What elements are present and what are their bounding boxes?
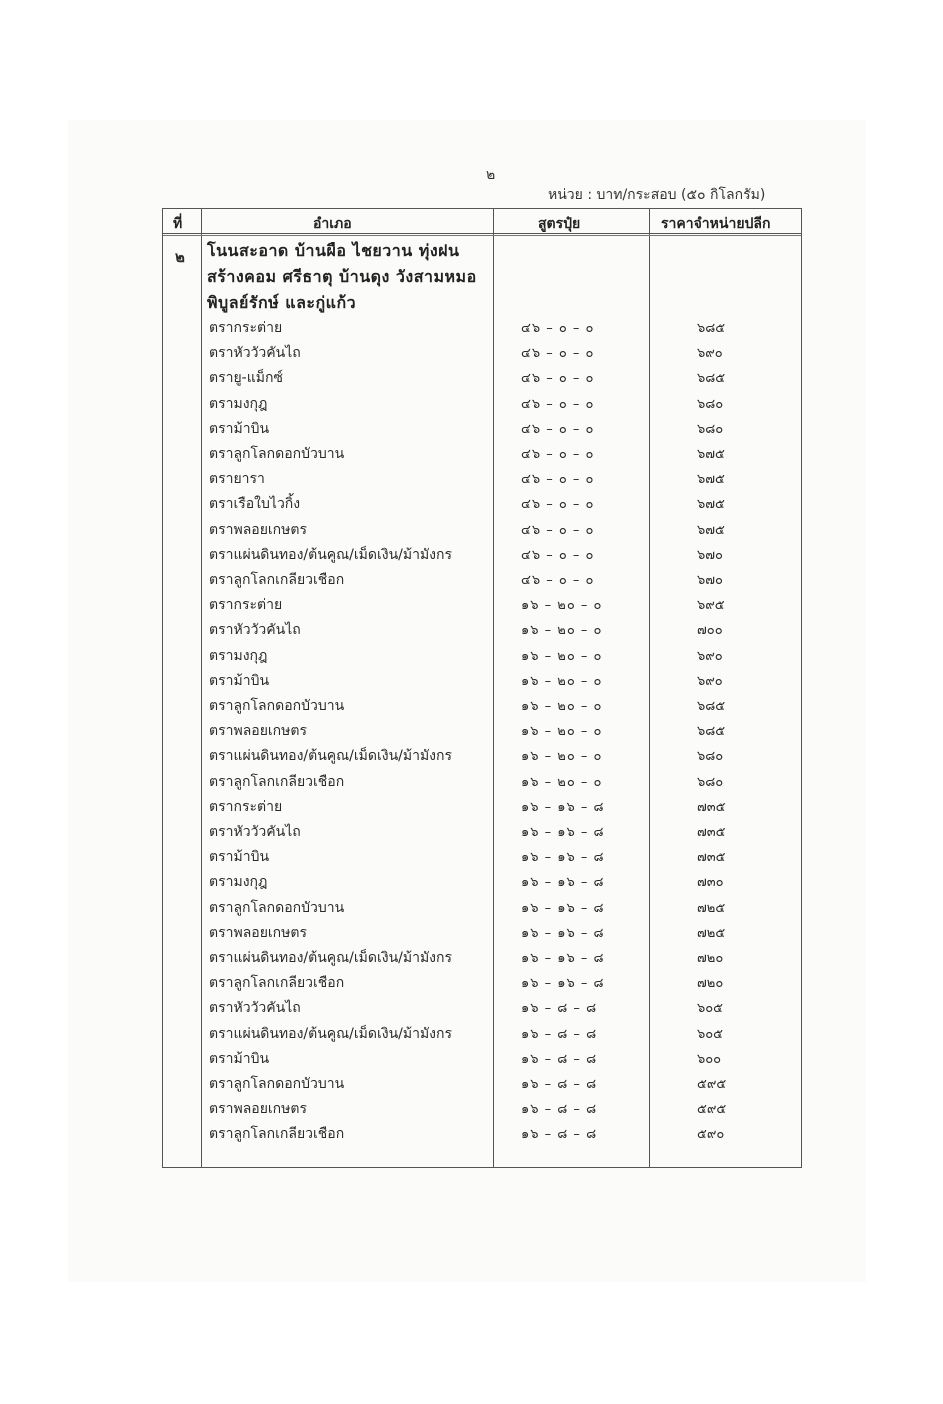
price-cell: ๕๙๐ [697,1127,725,1143]
formula-cell: ๑๖ – ๑๖ – ๘ [521,799,605,815]
brand-cell: ตรากระต่าย [209,320,283,336]
formula-cell: ๑๖ – ๑๖ – ๘ [521,850,605,866]
table-row [163,846,801,871]
unit-note: หน่วย : บาท/กระสอบ (๕๐ กิโลกรัม) [548,187,766,203]
header-district: อำเภอ [313,216,352,232]
district-line: สร้างคอม ศรีธาตุ บ้านดุง วังสามหมอ [207,267,477,286]
formula-cell: ๔๖ – ๐ – ๐ [521,547,595,563]
brand-cell: ตราหัววัวคันไถ [209,824,301,840]
brand-cell: ตราลูกโลกเกลียวเชือก [209,975,345,992]
table-row [163,897,801,922]
price-cell: ๖๘๐ [697,749,724,765]
price-cell: ๖๘๐ [697,774,724,790]
brand-cell: ตราลูกโลกเกลียวเชือก [209,773,345,790]
formula-cell: ๔๖ – ๐ – ๐ [521,371,595,387]
formula-cell: ๑๖ – ๒๐ – ๐ [521,774,603,790]
brand-cell: ตราหัววัวคันไถ [209,622,301,639]
price-cell: ๗๒๐ [697,976,724,992]
formula-cell: ๔๖ – ๐ – ๐ [521,421,595,437]
brand-cell: ตรามงกุฎ [209,647,268,664]
table-row [163,619,801,644]
district-line: พิบูลย์รักษ์ และกู่แก้ว [207,293,357,312]
formula-cell: ๔๖ – ๐ – ๐ [521,472,595,488]
price-cell: ๖๗๐ [697,573,723,588]
price-cell: ๗๓๐ [697,875,724,891]
formula-cell: ๔๖ – ๐ – ๐ [521,346,595,362]
table-row [163,670,801,695]
table-row [163,771,801,796]
formula-cell: ๔๖ – ๐ – ๐ [521,522,595,538]
formula-cell: ๑๖ – ๘ – ๘ [521,1077,598,1092]
formula-cell: ๑๖ – ๒๐ – ๐ [521,598,603,614]
brand-cell: ตราลูกโลกเกลียวเชือก [209,1126,345,1143]
page-number: ๒ [486,167,496,183]
brand-cell: ตราแผ่นดินทอง/ต้นคูณ/เม็ดเงิน/ม้ามังกร [209,748,453,765]
brand-cell: ตราแผ่นดินทอง/ต้นคูณ/เม็ดเงิน/ม้ามังกร [209,546,453,563]
price-cell: ๖๘๕ [697,724,726,740]
formula-cell: ๑๖ – ๘ – ๘ [521,1127,598,1143]
brand-cell: ตราพลอยเกษตร [209,723,307,740]
price-cell: ๕๙๕ [697,1077,727,1092]
table-row [163,796,801,821]
table-row [163,871,801,896]
brand-cell: ตราม้าบิน [209,1050,270,1067]
table-row [163,468,801,493]
price-cell: ๗๓๕ [697,825,726,840]
brand-cell: ตราหัววัวคันไถ [209,1000,301,1017]
table-row [163,745,801,770]
price-cell: ๖๘๕ [697,321,726,336]
brand-cell: ตรายารา [209,471,265,488]
formula-cell: ๑๖ – ๒๐ – ๐ [521,749,603,765]
formula-cell: ๑๖ – ๑๖ – ๘ [521,925,605,941]
price-cell: ๗๓๕ [697,850,726,866]
brand-cell: ตราม้าบิน [209,420,270,437]
formula-cell: ๔๖ – ๐ – ๐ [521,447,595,462]
brand-cell: ตรามงกุฎ [209,395,268,412]
price-cell: ๕๙๕ [697,1102,727,1118]
formula-cell: ๑๖ – ๑๖ – ๘ [521,976,605,992]
price-cell: ๖๙๐ [697,648,723,664]
brand-cell: ตราลูกโลกดอกบัวบาน [209,1076,345,1092]
district-line: โนนสะอาด บ้านผือ ไชยวาน ทุ่งฝน [207,241,460,260]
table-row [163,418,801,443]
table-row [163,544,801,569]
price-cell: ๖๘๕ [697,699,726,714]
table-row [163,922,801,947]
brand-cell: ตราลูกโลกเกลียวเชือก [209,572,345,588]
formula-cell: ๑๖ – ๒๐ – ๐ [521,623,603,639]
price-cell: ๗๒๕ [697,925,726,941]
formula-cell: ๑๖ – ๑๖ – ๘ [521,825,605,840]
price-cell: ๖๗๕ [697,472,725,488]
formula-cell: ๔๖ – ๐ – ๐ [521,396,595,412]
table-row [163,443,801,468]
table-row [163,947,801,972]
table-row [163,1048,801,1073]
brand-cell: ตรากระต่าย [209,798,283,815]
price-cell: ๖๐๕ [697,1001,724,1017]
price-cell: ๖๘๕ [697,371,726,387]
table-row [163,393,801,418]
price-cell: ๖๗๐ [697,547,723,563]
brand-cell: ตราลูกโลกดอกบัวบาน [209,698,345,714]
formula-cell: ๔๖ – ๐ – ๐ [521,497,595,513]
formula-cell: ๑๖ – ๒๐ – ๐ [521,699,603,714]
price-cell: ๖๐๕ [697,1026,724,1042]
price-cell: ๗๐๐ [697,623,723,639]
price-cell: ๗๒๐ [697,951,724,966]
formula-cell: ๑๖ – ๒๐ – ๐ [521,673,603,689]
formula-cell: ๑๖ – ๒๐ – ๐ [521,648,603,664]
formula-cell: ๑๖ – ๘ – ๘ [521,1051,598,1067]
price-cell: ๖๘๐ [697,396,724,412]
formula-cell: ๔๖ – ๐ – ๐ [521,321,595,336]
table-row [163,821,801,846]
header-price: ราคาจำหน่ายปลีก [661,216,771,232]
table-row [163,695,801,720]
formula-cell: ๑๖ – ๑๖ – ๘ [521,900,605,916]
table-row [163,645,801,670]
price-cell: ๗๒๕ [697,900,726,916]
formula-cell: ๔๖ – ๐ – ๐ [521,573,595,588]
brand-cell: ตราลูกโลกดอกบัวบาน [209,899,345,916]
price-cell: ๖๗๕ [697,447,725,462]
table-row [163,1073,801,1098]
table-row [163,569,801,594]
brand-cell: ตราลูกโลกดอกบัวบาน [209,446,345,462]
table-row [163,342,801,367]
table-row [163,367,801,392]
brand-cell: ตรามงกุฎ [209,874,268,891]
formula-cell: ๑๖ – ๒๐ – ๐ [521,724,603,740]
brand-cell: ตราแผ่นดินทอง/ต้นคูณ/เม็ดเงิน/ม้ามังกร [209,950,453,966]
table-row [163,1023,801,1048]
brand-cell: ตราม้าบิน [209,849,270,866]
price-cell: ๖๙๐ [697,673,723,689]
price-cell: ๖๗๕ [697,497,725,513]
brand-cell: ตรากระต่าย [209,597,283,614]
price-cell: ๖๘๐ [697,421,724,437]
header-divider [163,235,801,236]
table-row [163,972,801,997]
table-row [163,997,801,1022]
header-formula: สูตรปุ๋ย [538,216,581,232]
table-row [163,594,801,619]
price-cell: ๖๙๐ [697,346,723,362]
group-number: ๒ [175,248,185,266]
brand-cell: ตราหัววัวคันไถ [209,345,301,362]
formula-cell: ๑๖ – ๘ – ๘ [521,1001,598,1017]
header-no: ที่ [173,216,183,232]
table-row [163,519,801,544]
price-cell: ๗๓๕ [697,799,726,815]
brand-cell: ตราพลอยเกษตร [209,521,307,538]
brand-cell: ตราม้าบิน [209,672,270,689]
table-row [163,1123,801,1148]
price-cell: ๖๗๕ [697,522,725,538]
brand-cell: ตราพลอยเกษตร [209,924,307,941]
brand-cell: ตราแผ่นดินทอง/ต้นคูณ/เม็ดเงิน/ม้ามังกร [209,1025,453,1042]
formula-cell: ๑๖ – ๑๖ – ๘ [521,951,605,966]
table-row [163,317,801,342]
price-cell: ๖๙๕ [697,598,725,614]
table-row [163,720,801,745]
formula-cell: ๑๖ – ๘ – ๘ [521,1102,598,1118]
table-row [163,493,801,518]
price-cell: ๖๐๐ [697,1051,722,1067]
table-row [163,1098,801,1123]
brand-cell: ตราพลอยเกษตร [209,1101,307,1118]
formula-cell: ๑๖ – ๑๖ – ๘ [521,875,605,891]
formula-cell: ๑๖ – ๘ – ๘ [521,1026,598,1042]
price-table [162,208,802,1168]
brand-cell: ตราเรือใบไวกิ้ง [209,496,301,513]
brand-cell: ตรายู-แม็กซ์ [209,370,283,387]
